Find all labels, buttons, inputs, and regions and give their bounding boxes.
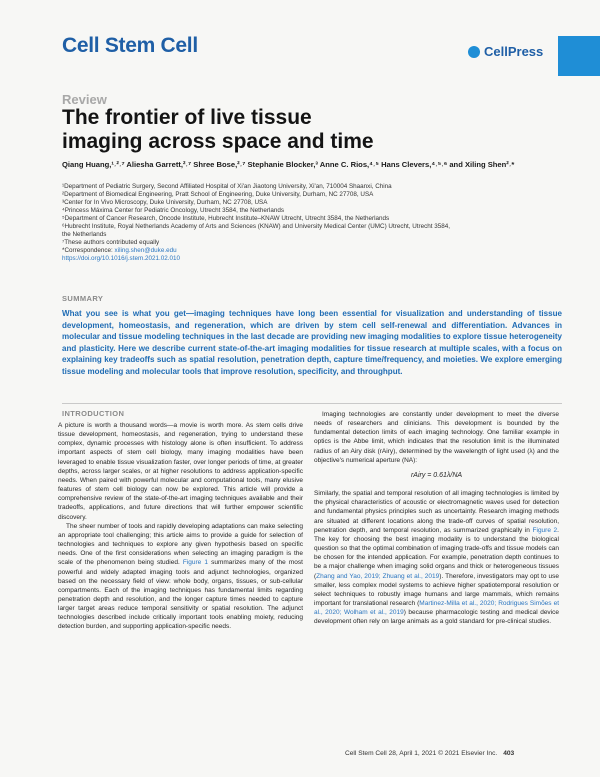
publisher-name: CellPress	[484, 44, 544, 59]
affiliation-5: ⁵Department of Cancer Research, Oncode Institute, Hubrecht Institute–KNAW Utrecht, Utrecht 3584, the Netherlands	[62, 215, 390, 222]
affiliation-1: ¹Department of Pediatric Surgery, Second Affiliated Hospital of Xi'an Jiaotong University, Xi'an, 710004 Shaanxi, China	[62, 183, 392, 190]
affiliation-2: ²Department of Biomedical Engineering, Pratt School of Engineering, Duke University, Durham, NC 27708, USA	[62, 191, 374, 198]
article-type: Review	[62, 92, 107, 107]
correspondence	[62, 247, 562, 255]
intro-p4-text-a: Similarly, the spatial and temporal resolution of all imaging technologies is limited by the physical characteristics of acoustic or electromagnetic waves used for detection and fundamental physics principles such as uncertainty. Research imaging methods are situated at different locations along the trade-off curves of spatial resolution, penetration depth, and temporal resolution, as summarized graphically in	[314, 490, 559, 534]
affiliation-3: ³Center for In Vivo Microscopy, Duke University, Durham, NC 27708, USA	[62, 199, 268, 206]
affiliations	[62, 183, 562, 263]
intro-p4-text-b: . The key for choosing the best imaging modality is to understand the biological question so that the optimal combination of imaging trade-offs and tissue models can be chosen for the intended application. For example, penetration depth continues to be a major challenge when imaging solid organs and thick or heterogeneous tissues (	[314, 526, 559, 580]
figure-2-link[interactable]: Figure 2	[532, 526, 558, 534]
left-column	[58, 421, 303, 632]
article-title: The frontier of live tissue imaging across space and time	[62, 106, 374, 153]
intro-paragraph-4	[314, 489, 559, 626]
summary-text: What you see is what you get—imaging techniques have long been essential for visualization and understanding of tissue development, homeostasis, and regeneration, which are driven by stem cell self-renewal and differentiation. Advances in molecular and tissue modeling techniques in the last decade are providing new imaging modalities to explore tissue heterogeneity and plasticity. Here we describe current state-of-the-art imaging modalities for tissue research at multiple scales, with a focus on explaining key tradeoffs such as spatial resolution, penetration depth, capture time/frequency, and moieties. We explore emerging tissue modeling and molecular tools that improve resolution, specificity, and throughput.	[62, 309, 562, 376]
citation-link-martinez[interactable]: Martinez-Milla et al., 2020; Rodrigues Simões et al., 2020; Wolham et al., 2019	[314, 599, 559, 617]
affiliation-6: ⁶Hubrecht Institute, Royal Netherlands Academy of Arts and Sciences (KNAW) and University Medical Center (UMC) Utrecht, Utrecht 3584,	[62, 223, 451, 230]
journal-name: Cell Stem Cell	[62, 34, 198, 57]
right-column	[314, 410, 559, 626]
page-number: 403	[503, 750, 515, 757]
affiliation-6-cont: the Netherlands	[62, 231, 107, 238]
intro-paragraph-2	[58, 522, 303, 632]
cellpress-logo-icon	[468, 46, 480, 58]
author-list: Qiang Huang,¹˒²˒⁷ Aliesha Garrett,²˒⁷ Shree Bose,²˒⁷ Stephanie Blocker,³ Anne C. Rios,⁴˒⁵ Hans Clevers,⁴˒⁵˒⁶ and Xiling Shen²˒*	[62, 160, 515, 169]
page-footer	[345, 750, 514, 757]
intro-p2-text-a: The sheer number of tools and rapidly developing adaptations can make selecting an appropriate tool challenging; this article aims to provide a guide for selection of technologies and techniques to explore any given hypothesis based on specific needs. One of the first considerations when selecting an imaging paradigm is the scale of the phenomenon being studied.	[58, 522, 303, 567]
abbe-formula: rAiry = 0.61λ/NA	[410, 471, 463, 479]
intro-p4-text-c: ). Therefore, investigators may opt to use smaller, less complex model systems to achieve higher spatiotemporal resolution or select techniques to robustly image humans and large mammals, which remains important for translational research (	[314, 572, 559, 607]
intro-p4-text-d: ) because pharmacologic testing and medical device development often rely on large animals as a gold standard for pre-clinical studies.	[314, 609, 559, 626]
intro-paragraph-3: Imaging technologies are constantly under development to meet the diverse needs of researchers and clinicians. This development is bounded by the fundamental detection limits of each imaging technology. One familiar example in optics is the Abbe limit, which indicates that the resolution limit is the illuminated radius of an Airy disk (rAiry), determined by the wavelength of light used (λ) and the objective's numerical aperture (NA):	[314, 411, 559, 464]
doi-link[interactable]: https://doi.org/10.1016/j.stem.2021.02.010	[62, 255, 180, 262]
citation-link-zhang[interactable]: Zhang and Yao, 2019; Zhuang et al., 2019	[316, 572, 440, 580]
figure-1-link[interactable]: Figure 1	[182, 559, 208, 567]
summary-heading: SUMMARY	[62, 294, 104, 303]
equal-contribution-note: ⁷These authors contributed equally	[62, 239, 160, 246]
intro-paragraph-1: A picture is worth a thousand words—a movie is worth more. As stem cells drive tissue development, homeostasis, and regeneration, trying to understand these complex, dynamic processes with histology alone is often insufficient. To address important aspects of stem cell biology, many imaging modalities have been leveraged to enable tissue visualization faster, over longer periods of time, at greater depths, across larger scales, or at higher resolutions to address application-specific needs. When paired with powerful molecular and computational tools, many elusive features of stem cell biology can now be explored. This article will provide a comprehensive review of the state-of-the-art imaging techniques available and their tradeoffs, applications, and future directions that will further empower scientific discovery.	[58, 422, 303, 521]
correspondence-email-link[interactable]: xiling.shen@duke.edu	[114, 247, 177, 254]
affiliation-4: ⁴Princess Máxima Center for Pediatric Oncology, Utrecht 3584, the Netherlands	[62, 207, 285, 214]
publisher-logo	[468, 44, 543, 59]
journal-color-tab	[558, 36, 600, 76]
introduction-heading: INTRODUCTION	[62, 409, 125, 418]
section-divider	[62, 403, 562, 404]
footer-citation: Cell Stem Cell 28, April 1, 2021 © 2021 Elsevier Inc.	[345, 750, 498, 757]
intro-p2-text-b: summarizes many of the most powerful and widely adapted imaging tools and adjunct technologies, organized based on the necessary field of view: whole body, organs, tissues, or sub-cellular compartments. Each of the imaging techniques has fundamental limits regarding penetration depth and resolution, and the longer capture times needed to capture larger target areas reduce temporal sensitivity or spatial resolution. The adjunct technologies described include critically important tools enabling moiety, reducing detection burden, and supporting application-specific needs.	[58, 559, 303, 631]
correspondence-label: *Correspondence:	[62, 247, 115, 254]
